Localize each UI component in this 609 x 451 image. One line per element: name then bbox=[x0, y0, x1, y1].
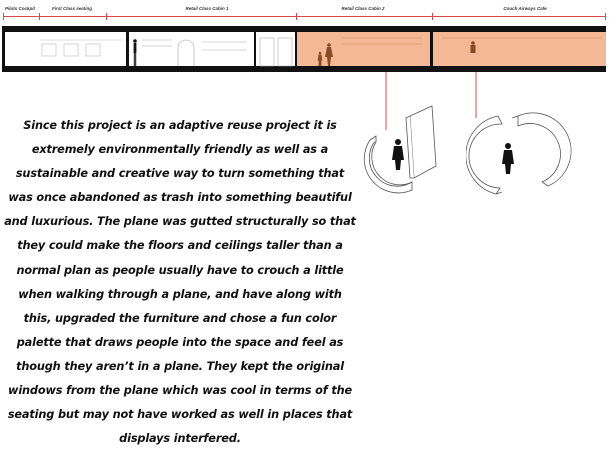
partition-wall bbox=[295, 32, 297, 66]
zone-label-retail-2: Retail Class Cabin 2 bbox=[341, 6, 385, 11]
partition-wall bbox=[254, 32, 256, 66]
partition-wall bbox=[126, 32, 129, 66]
zone-label-cafe: Couch Airways Cafe bbox=[503, 6, 547, 11]
retail-1-displays bbox=[142, 38, 292, 66]
zone-dimension-line bbox=[3, 16, 606, 17]
partition-wall bbox=[430, 32, 433, 66]
person-silhouette bbox=[133, 39, 137, 66]
ceiling-band bbox=[2, 26, 606, 32]
person-silhouette bbox=[502, 143, 514, 174]
zone-label-first-class: First Class seating bbox=[51, 6, 93, 11]
zone-tick bbox=[39, 13, 40, 20]
zone-label-cockpit: Pilots Cockpit bbox=[4, 6, 36, 11]
zone-tick bbox=[296, 13, 297, 20]
cabin-color-fill bbox=[296, 32, 606, 66]
plane-section-drawing bbox=[2, 26, 606, 72]
project-description: Since this project is an adaptive reuse project it is extremely environmentally friendly as well as a sustainable and creative way to turn something that was once abandoned as trash into something beautiful and luxurious. The plane was gutted structurally so that they could make the floors and ceilings taller than a normal plan as people usually have to crouch a little when walking through a plane, and have along with this, upgraded the furniture and chose a fun color palette that draws people into the space and feel as though they aren’t in a plane. They kept the original windows from the plane which was cool in terms of the seating but may not have worked as well in places that displays interfered. bbox=[4, 119, 356, 446]
zone-label-retail-1: Retail Class Cabin 1 bbox=[185, 6, 229, 11]
floor-band bbox=[2, 66, 606, 72]
zone-tick bbox=[432, 13, 433, 20]
zone-tick bbox=[106, 13, 107, 20]
axonometric-plan-2 bbox=[466, 104, 576, 200]
first-class-seats bbox=[40, 40, 122, 56]
cockpit-wall bbox=[2, 32, 5, 66]
zone-tick bbox=[605, 13, 606, 20]
zone-labels bbox=[0, 6, 609, 16]
axonometric-plan-1 bbox=[362, 100, 472, 200]
zone-tick bbox=[3, 13, 4, 20]
cafe-figure bbox=[471, 41, 476, 53]
